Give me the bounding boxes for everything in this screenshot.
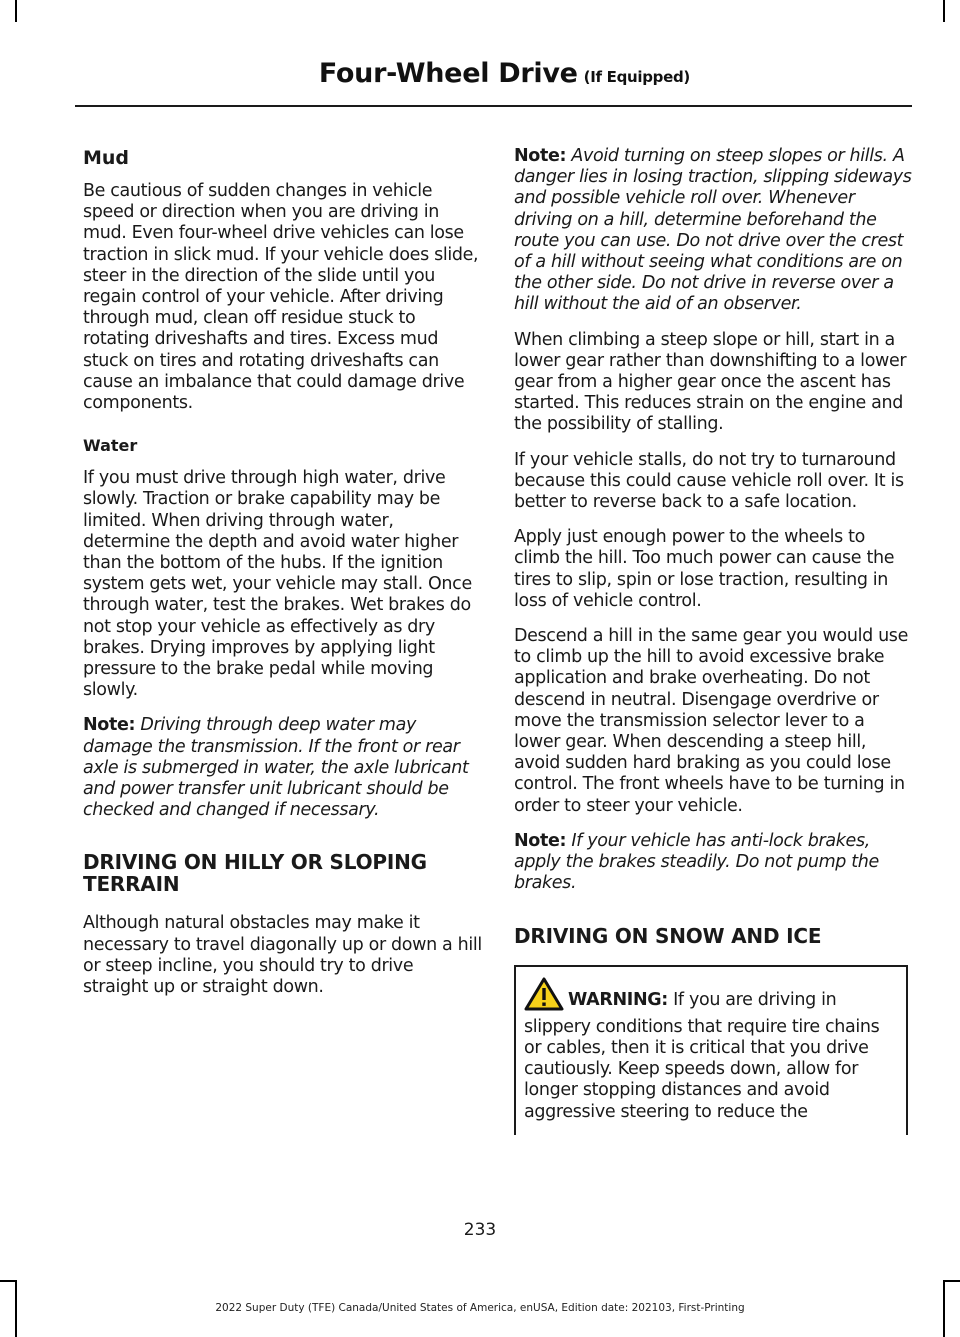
descend-paragraph: Descend a hill in the same gear you would use to climb up the hill to avoid excessive brake application and brake overheating. Do not descend in neutral. Disengage overdrive or move the transmission selector lever to a lower gear. When descending a steep hill, avoid sudden hard braking as you could lose control. The front wheels have to be turning in order to steer your vehicle.	[514, 626, 908, 816]
snow-ice-heading: DRIVING ON SNOW AND ICE	[514, 923, 822, 948]
header-title: Four-Wheel Drive	[318, 58, 578, 89]
mud-heading: Mud	[83, 147, 130, 169]
hilly-paragraph: Although natural obstacles may make it necessary to travel diagonally up or down a hill or steep incline, you should try to drive straight up or straight down.	[83, 913, 482, 998]
right-column	[514, 146, 914, 1135]
warning-text: If you are driving in slippery conditions that require tire chains or cables, then it is critical that you drive cautiously. Keep speeds down, allow for longer stopping distances and avoid aggressive steering to reduce the	[524, 989, 880, 1122]
climb-paragraph: When climbing a steep slope or hill, start in a lower gear rather than downshifting to a lower gear from a higher gear once the ascent has started. This reduces strain on the engine and the possibility of stalling.	[514, 329, 907, 435]
water-heading: Water	[83, 436, 138, 456]
note-label: Note:	[514, 146, 567, 166]
stall-paragraph: If your vehicle stalls, do not try to turnaround because this could cause vehicle roll over. It is better to reverse back to a safe location.	[514, 449, 904, 513]
water-paragraph: If you must drive through high water, drive slowly. Traction or brake capability may be limited. When driving through water, determine the depth and avoid water higher than the bottom of the hubs. If the ignition system gets wet, your vehicle may stall. Once through water, test the brakes. Wet brakes do not stop your vehicle as effectively as dry brakes. Drying improves by applying light pressure to the brake pedal while moving slowly.	[83, 468, 472, 701]
note-text: Avoid turning on steep slopes or hills. A danger lies in losing traction, slipping sideways and possible vehicle roll over. Whenever driving on a hill, determine beforehand the route you can use. Do not drive over the crest of a hill without seeing what conditions are on the other side. Do not drive in reverse over a hill without the aid of an observer.	[514, 146, 912, 315]
hilly-terrain-heading: DRIVING ON HILLY OR SLOPING TERRAIN	[83, 850, 427, 897]
header-subtitle: (If Equipped)	[583, 68, 690, 86]
abs-note	[514, 831, 914, 895]
warning-paragraph	[524, 977, 898, 1123]
note-text: Driving through deep water may damage the transmission. If the front or rear axle is submerged in water, the axle lubricant and power transfer unit lubricant should be checked and changed if necessary.	[83, 715, 469, 821]
note-label: Note:	[514, 830, 567, 851]
warning-label: WARNING:	[568, 989, 668, 1010]
hill-note	[514, 146, 914, 316]
left-column	[83, 146, 483, 1012]
header-rule	[75, 105, 912, 107]
note-text: If your vehicle has anti-lock brakes, apply the brakes steadily. Do not pump the brakes.	[514, 830, 879, 894]
crop-mark-top-left	[15, 0, 17, 22]
page-number: 233	[463, 1220, 497, 1240]
crop-mark-top-right	[943, 0, 945, 22]
power-paragraph: Apply just enough power to the wheels to climb the hill. Too much power can cause the tires to slip, spin or lose traction, resulting in loss of vehicle control.	[514, 527, 895, 611]
mud-paragraph: Be cautious of sudden changes in vehicle speed or direction when you are driving in mud. Even four-wheel drive vehicles can lose traction in slick mud. If your vehicle does slide, steer in the direction of the slide until you regain control of your vehicle. After driving through mud, clean off residue stuck to rotating driveshafts and tires. Excess mud stuck on tires and rotating driveshafts can cause an imbalance that could damage drive components.	[83, 181, 479, 414]
warning-box	[514, 965, 908, 1135]
crop-mark-bottom-right	[943, 1280, 960, 1282]
page-footer: 2022 Super Duty (TFE) Canada/United States of America, enUSA, Edition date: 202103, First-Printing	[215, 1302, 745, 1314]
water-note	[83, 715, 483, 821]
page-header	[319, 58, 690, 89]
note-label: Note:	[83, 715, 136, 736]
warning-triangle-icon	[524, 977, 564, 1017]
